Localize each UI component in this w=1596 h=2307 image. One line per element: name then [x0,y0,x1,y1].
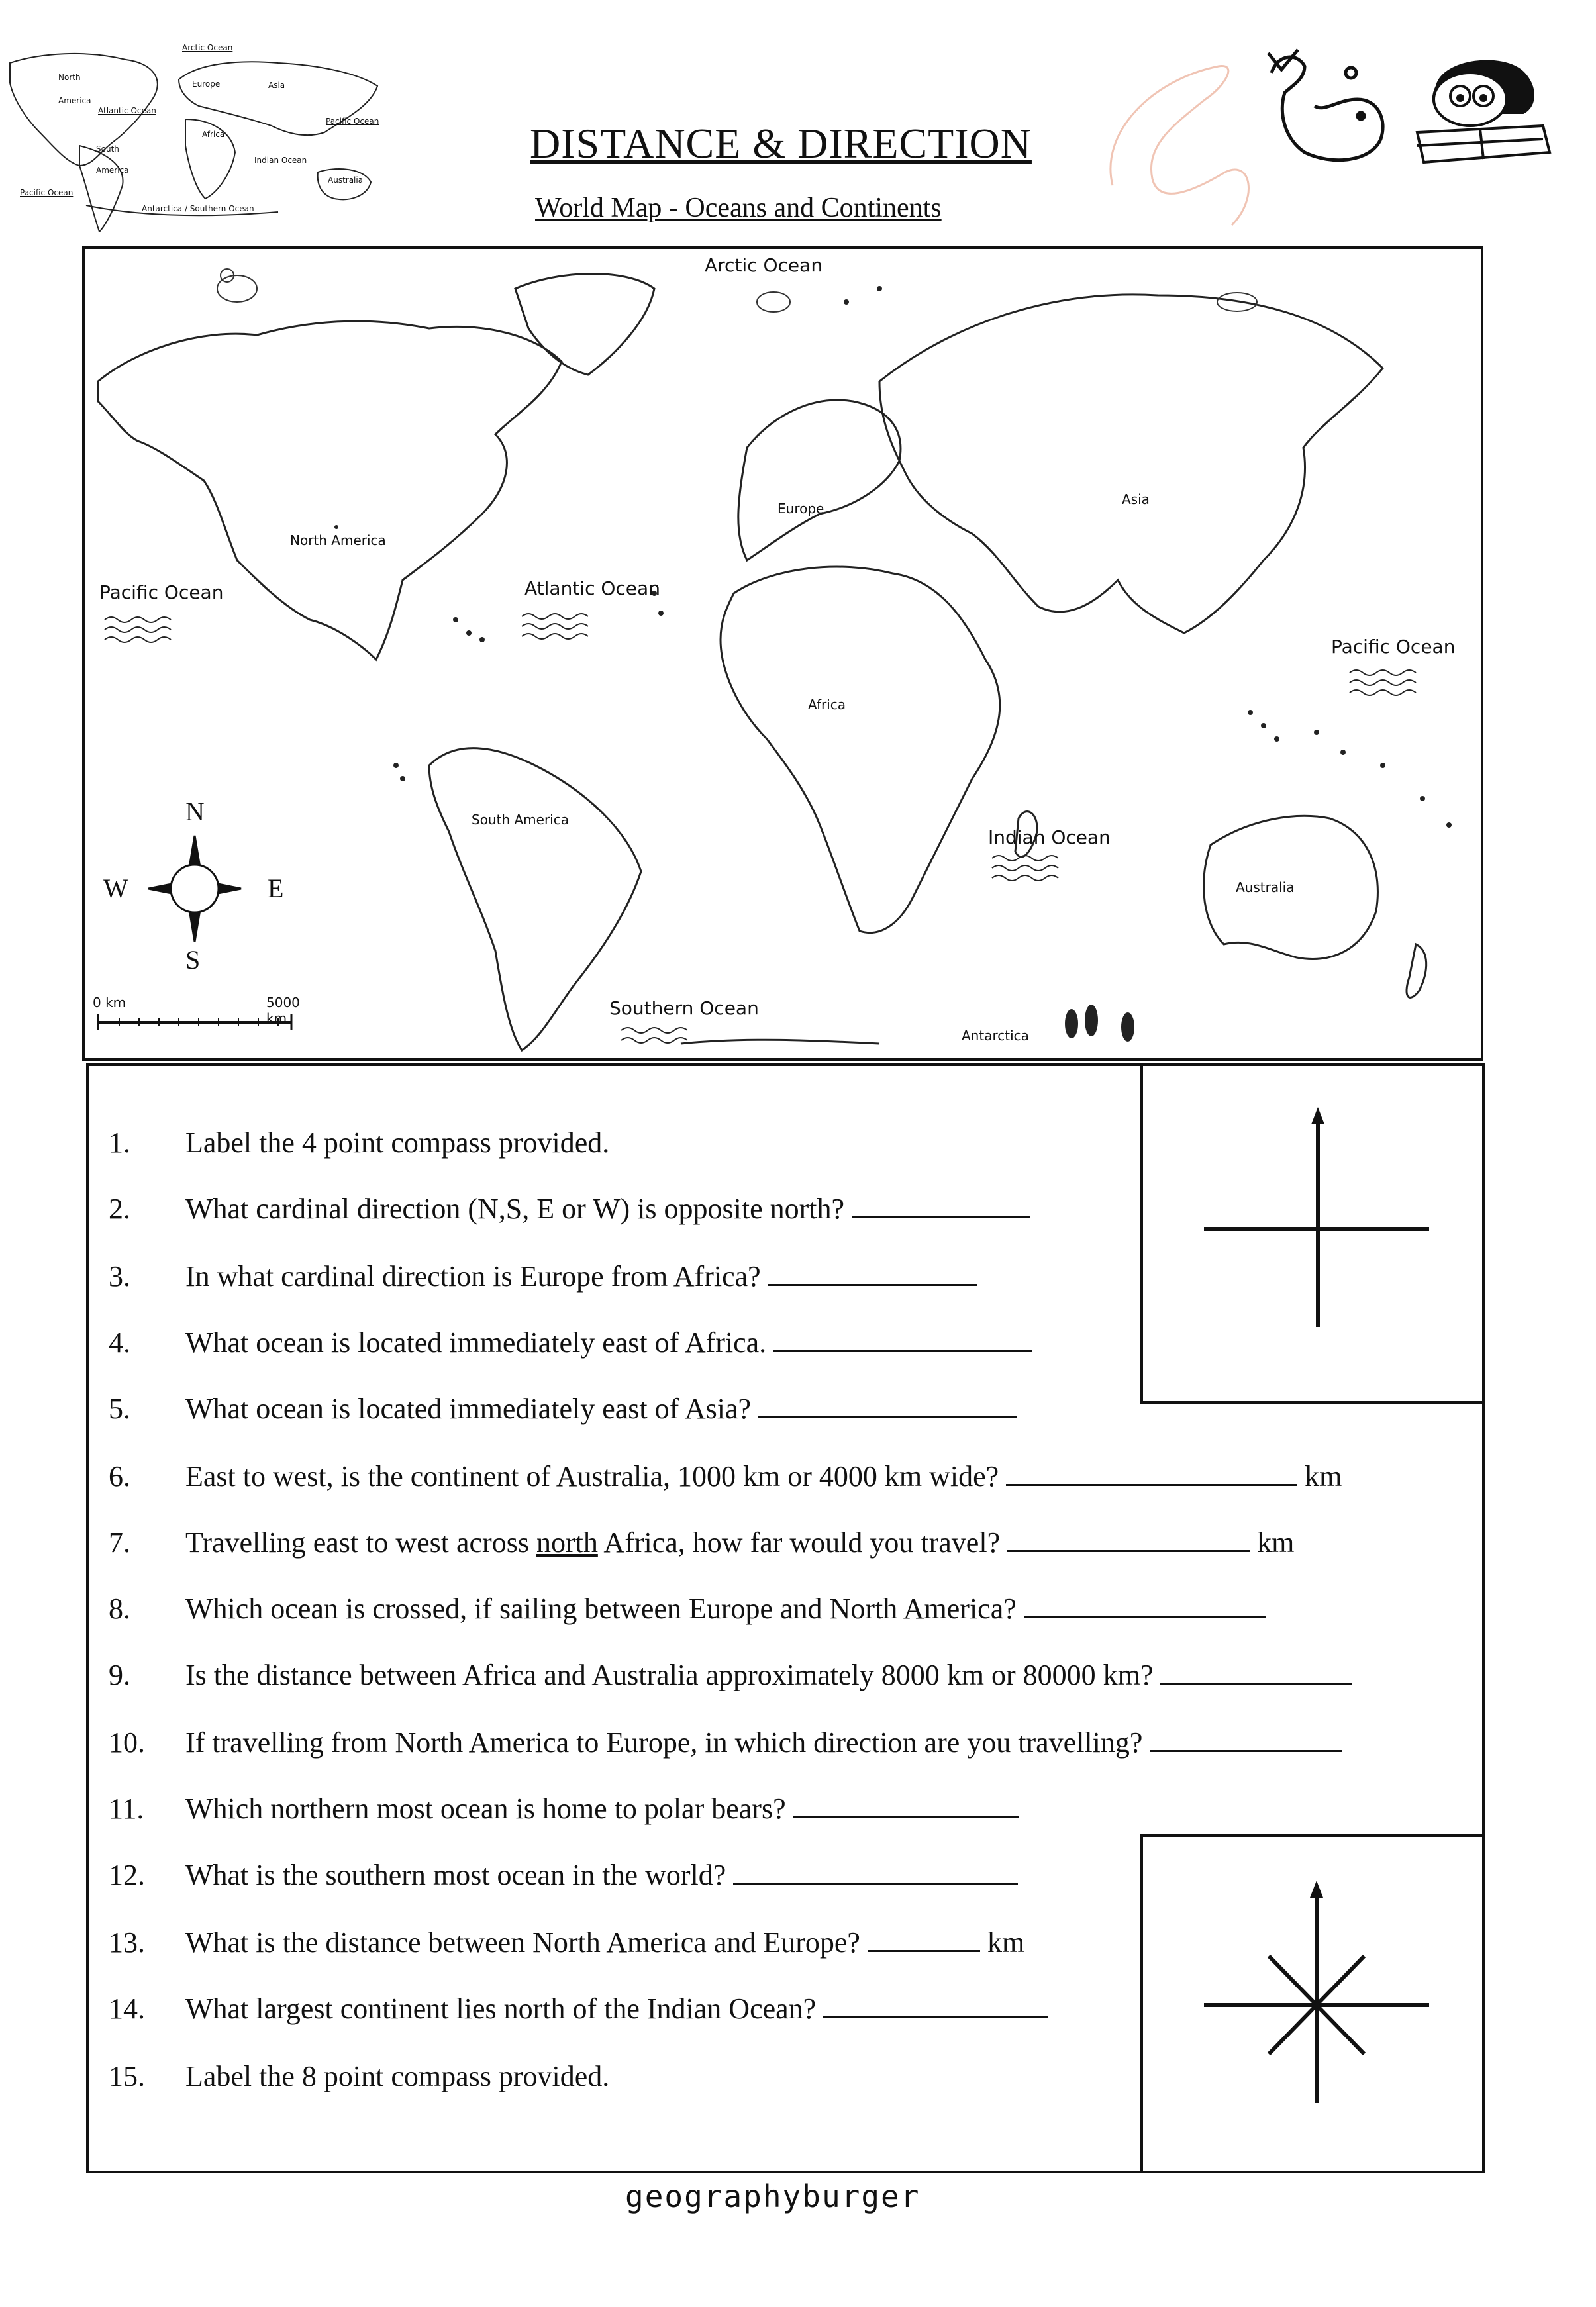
label-antarctica: Antarctica [962,1028,1029,1044]
question-number: 4. [109,1326,130,1359]
question-number: 8. [109,1593,130,1625]
question-text: East to west, is the continent of Australia, 1000 km or 4000 km wide? [185,1460,999,1493]
world-map-outline [85,249,1481,1058]
compass-e: E [268,873,284,903]
question-number: 12. [109,1859,145,1891]
compass-w: W [103,873,128,903]
question-number: 6. [109,1460,130,1493]
question-number: 1. [109,1126,130,1159]
question-text-pre: Travelling east to west across [185,1526,536,1559]
question-text: If travelling from North America to Europe, in which direction are you travelling? [185,1726,1143,1759]
label-australia: Australia [1236,879,1295,895]
question-number: 3. [109,1260,130,1293]
answer-blank[interactable] [768,1261,977,1286]
label-indian-ocean: Indian Ocean [988,826,1111,848]
mini-label-indian: Indian Ocean [254,156,307,165]
question-text: What is the southern most ocean in the world? [185,1859,726,1891]
mini-label-north-america-1: North [58,73,81,82]
map-scale-bar [93,995,318,1034]
page-title: DISTANCE & DIRECTION [530,120,1032,167]
eight-point-compass-box [1140,1834,1485,2173]
label-pacific-ocean-east: Pacific Ocean [1331,636,1456,658]
answer-blank[interactable] [823,1994,1048,2018]
question-number: 7. [109,1526,130,1559]
answer-blank[interactable] [1007,1528,1250,1552]
question-number: 9. [109,1659,130,1691]
answer-blank[interactable] [793,1794,1019,1818]
question-text: Label the 8 point compass provided. [185,2060,610,2092]
answer-blank[interactable] [733,1860,1018,1885]
mini-label-pacific-east: Pacific Ocean [326,117,379,126]
label-south-america: South America [472,812,569,828]
label-north-america: North America [290,532,386,548]
question-text-underlined: north [536,1526,598,1559]
scale-end-label: 5000 km [266,995,300,1026]
whale-icon [1252,40,1397,172]
label-africa: Africa [808,697,846,712]
question-text: Is the distance between Africa and Australia approximately 8000 km or 80000 km? [185,1659,1154,1691]
mini-label-south-america-1: South [96,144,119,154]
question-text: Which ocean is crossed, if sailing between Europe and North America? [185,1593,1017,1625]
four-point-compass-box [1140,1063,1485,1404]
question-number: 15. [109,2060,145,2092]
mini-label-asia: Asia [268,81,285,90]
answer-blank[interactable] [868,1928,980,1952]
mini-label-pacific-west: Pacific Ocean [20,188,74,197]
label-europe: Europe [777,501,824,516]
compass-s: S [185,945,201,975]
mini-label-arctic: Arctic Ocean [182,43,233,52]
world-map-panel [82,246,1483,1061]
footer-brand: geographyburger [625,2179,921,2214]
question-text: What ocean is located immediately east of Africa. [185,1326,767,1359]
question-number: 10. [109,1726,145,1759]
question-number: 14. [109,1992,145,2025]
label-southern-ocean: Southern Ocean [609,997,759,1019]
four-point-compass-icon[interactable] [1143,1063,1482,1401]
answer-blank[interactable] [758,1394,1017,1418]
unit-label: km [1305,1460,1342,1493]
question-text: Label the 4 point compass provided. [185,1126,610,1159]
question-text: What is the distance between North America and Europe? [185,1926,860,1959]
question-number: 13. [109,1926,145,1959]
wave-decorations [105,614,1416,1043]
unit-label: km [987,1926,1025,1959]
mini-label-atlantic: Atlantic Ocean [98,106,156,115]
question-number: 2. [109,1193,130,1225]
label-asia: Asia [1122,491,1150,507]
label-arctic-ocean: Arctic Ocean [705,254,823,276]
answer-blank[interactable] [1150,1728,1342,1752]
question-text: In what cardinal direction is Europe from Africa? [185,1260,761,1293]
mini-label-europe: Europe [192,79,221,89]
question-number: 11. [109,1792,144,1825]
scale-start-label: 0 km [93,995,126,1010]
answer-blank[interactable] [1024,1594,1266,1618]
page-subtitle: World Map - Oceans and Continents [535,193,942,223]
eight-point-compass-icon[interactable] [1143,1837,1482,2173]
answer-blank[interactable] [1006,1461,1297,1486]
mini-label-australia: Australia [328,175,364,185]
mini-label-south-america-2: America [96,166,129,175]
answer-blank[interactable] [852,1194,1030,1218]
mini-world-map [0,33,404,232]
question-number: 5. [109,1393,130,1425]
mini-label-africa: Africa [202,130,225,139]
label-pacific-ocean-west: Pacific Ocean [99,581,224,603]
penguin-sketch [1065,1005,1134,1042]
question-text: What largest continent lies north of the Indian Ocean? [185,1992,817,2025]
compass-n: N [185,797,205,826]
question-text: What cardinal direction (N,S, E or W) is opposite north? [185,1193,845,1225]
map-compass-rose [95,796,294,981]
scale-line [93,1009,318,1036]
answer-blank[interactable] [1160,1660,1352,1685]
question-text: What ocean is located immediately east of Asia? [185,1393,752,1425]
mini-label-antarctica-southern: Antarctica / Southern Ocean [142,204,254,213]
reading-bookworm-icon [1404,46,1556,179]
answer-blank[interactable] [773,1328,1032,1352]
mini-label-north-america-2: America [58,96,91,105]
unit-label: km [1257,1526,1295,1559]
label-atlantic-ocean: Atlantic Ocean [524,577,660,599]
question-text-post: Africa, how far would you travel? [597,1526,1001,1559]
question-text: Which northern most ocean is home to polar bears? [185,1792,786,1825]
